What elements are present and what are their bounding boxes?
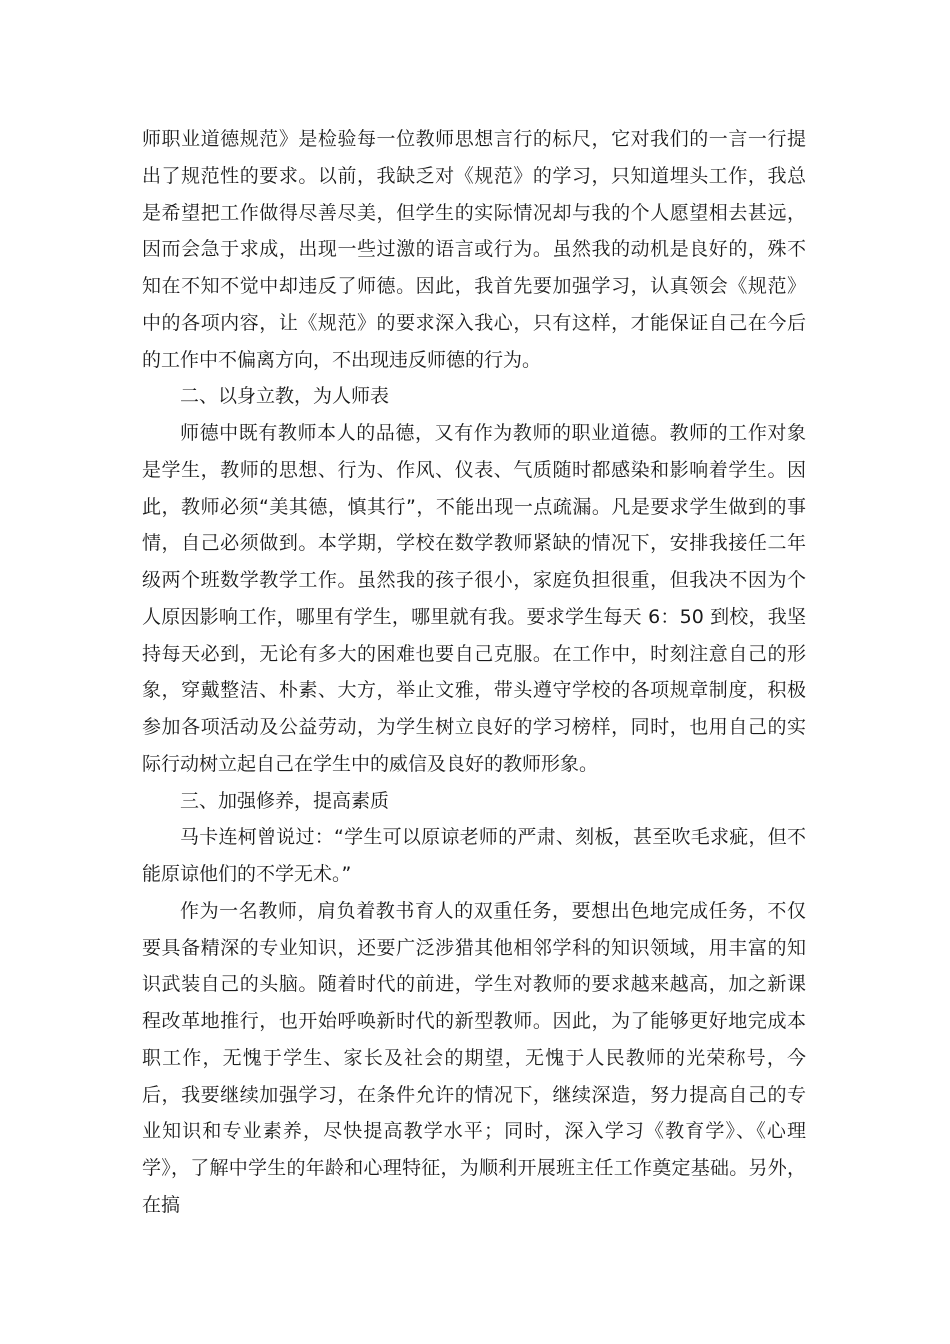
paragraph: 作为一名教师，肩负着教书育人的双重任务，要想出色地完成任务，不仅要具备精深的专业知识，还要广泛涉猎其他相邻学科的知识领域，用丰富的知识武装自己的头脑。随着时代的前进，学生对教师的要求越来越高，加之新课程改革地推行，也开始呼唤新时代的新型教师。因此，为了能够更好地完成本职工作，无愧于学生、家长及社会的期望，无愧于人民教师的光荣称号，今后，我要继续加强学习，在条件允许的情况下，继续深造，努力提高自己的专业知识和专业素养，尽快提高教学水平；同时，深入学习《教育学》、《心理学》，了解中学生的年龄和心理特征，为顺利开展班主任工作奠定基础。另外，在搞 <box>142 899 806 1216</box>
section-heading-3: 三、加强修养，提高素质 <box>180 789 390 812</box>
paragraph-continuation: 师职业道德规范》是检验每一位教师思想言行的标尺，它对我们的一言一行提出了规范性的要求。以前，我缺乏对《规范》的学习，只知道埋头工作，我总是希望把工作做得尽善尽美，但学生的实际情况却与我的个人愿望相去甚远，因而会急于求成，出现一些过激的语言或行为。虽然我的动机是良好的，殊不知在不知不觉中却违反了师德。因此，我首先要加强学习，认真领会《规范》中的各项内容，让《规范》的要求深入我心，只有这样，才能保证自己在今后的工作中不偏离方向，不出现违反师德的行为。 <box>142 128 806 371</box>
section-heading-2: 二、以身立教，为人师表 <box>180 385 390 408</box>
quote-paragraph: 马卡连柯曾说过：“学生可以原谅老师的严肃、刻板，甚至吹毛求疵，但不能原谅他们的不学无术。” <box>142 826 806 885</box>
paragraph: 师德中既有教师本人的品德，又有作为教师的职业道德。教师的工作对象是学生，教师的思想、行为、作风、仪表、气质随时都感染和影响着学生。因此，教师必须“美其德，慎其行”，不能出现一点疏漏。凡是要求学生做到的事情，自己必须做到。本学期，学校在数学教师紧缺的情况下，安排我接任二年级两个班数学教学工作。虽然我的孩子很小，家庭负担很重，但我决不因为个人原因影响工作，哪里有学生，哪里就有我。要求学生每天 6：50 到校，我坚持每天必到，无论有多大的困难也要自己克服。在工作中，时刻注意自己的形象，穿戴整洁、朴素、大方，举止文雅，带头遵守学校的各项规章制度，积极参加各项活动及公益劳动，为学生树立良好的学习榜样，同时，也用自己的实际行动树立起自己在学生中的威信及良好的教师形象。 <box>142 422 806 775</box>
document-body <box>142 121 806 1224</box>
